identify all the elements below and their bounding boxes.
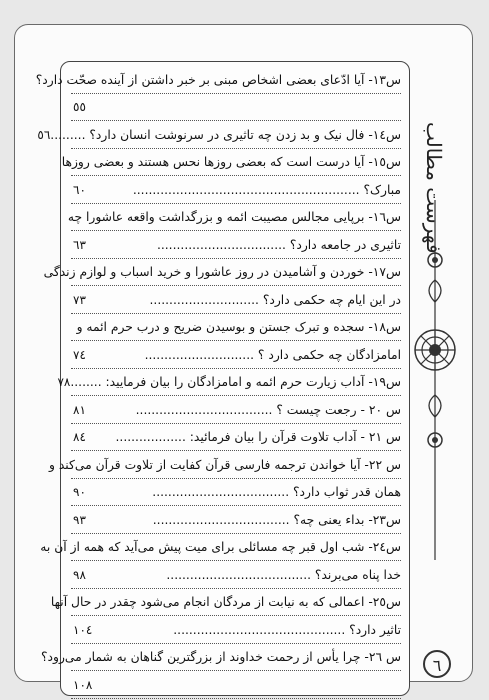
toc-box bbox=[35, 61, 410, 696]
toc-line-page: ٧٣ bbox=[73, 292, 86, 307]
toc-line-text: س۱۷- خوردن و آشامیدن در روز عاشورا و خرید اسباب و لوازم زندگی bbox=[43, 265, 401, 279]
toc-line bbox=[71, 94, 401, 122]
toc-lines bbox=[35, 66, 401, 699]
toc-line-page: ٧٨ bbox=[57, 375, 71, 389]
toc-line-text: تاثیری در جامعه دارد؟ ................................. bbox=[156, 237, 401, 252]
toc-line-page: ٩٣ bbox=[73, 512, 86, 527]
page-number: ٦ bbox=[423, 650, 451, 678]
toc-line-page: ٧٤ bbox=[73, 347, 86, 362]
toc-line bbox=[71, 341, 401, 369]
toc-line-text: س۱۹- آداب زیارت حرم ائمه و امامزادگان را بیان فرمایید: ........ bbox=[70, 375, 401, 389]
toc-line-text: س۲۳- بداء یعنی چه؟ ................................... bbox=[152, 512, 401, 527]
toc-line-text: همان قدر ثواب دارد؟ ................................... bbox=[152, 485, 401, 499]
side-margin bbox=[410, 90, 460, 690]
toc-line bbox=[71, 561, 401, 589]
toc-line-text: س ۲۱ - آداب تلاوت قرآن را بیان فرمائید: .................. bbox=[115, 430, 401, 444]
toc-line bbox=[48, 451, 401, 479]
toc-line-text: س۱٥- آیا درست است که بعضی روزها نحس هستند و بعضی روزها bbox=[61, 155, 401, 169]
toc-line-page: ٥٦ bbox=[37, 127, 51, 142]
toc-line-text: در این ایام چه حکمی دارد؟ ............................ bbox=[149, 292, 401, 307]
toc-line bbox=[57, 369, 401, 397]
toc-line-text: س ۲۲- آیا خواندن ترجمه فارسی قرآن کفایت از تلاوت قرآن می‌کند و bbox=[48, 457, 401, 472]
toc-line bbox=[71, 616, 401, 644]
toc-line-text: مبارک؟ .......................................................... bbox=[132, 182, 401, 197]
toc-line-page: ١٠٨ bbox=[73, 677, 93, 692]
toc-line-text: س ۲۰ - رجعت چیست ؟ ................................... bbox=[135, 402, 401, 417]
toc-line bbox=[35, 66, 401, 94]
toc-line bbox=[40, 534, 401, 562]
toc-line-page: ٩٨ bbox=[73, 567, 86, 582]
toc-line-text: س۱۸- سجده و تبرک جستن و بوسیدن ضریح و درب حرم ائمه و bbox=[76, 320, 401, 334]
toc-line-page: ٨٤ bbox=[73, 430, 86, 444]
toc-line bbox=[71, 314, 401, 342]
toc-line-text: خدا پناه می‌برند؟ ..................................... bbox=[166, 567, 401, 582]
toc-line bbox=[41, 644, 401, 672]
toc-line-page: ٦٣ bbox=[73, 237, 86, 252]
toc-line-text: تاثیر دارد؟ ............................................ bbox=[173, 622, 401, 637]
toc-line-page: ٦٠ bbox=[73, 182, 86, 197]
toc-line bbox=[71, 176, 401, 204]
toc-line bbox=[37, 121, 401, 149]
toc-line-text: س۱٦- برپایی مجالس مصیبت ائمه و بزرگداشت واقعه عاشورا چه bbox=[67, 210, 401, 224]
toc-line-text: س۱۳- آیا ادّعای بعضی اشخاص مبنی بر خبر داشتن از آینده صحّت دارد؟ bbox=[35, 72, 401, 87]
toc-line-text: س۲٤- شب اول قبر چه مسائلی برای میت پیش می‌آید که همه از آن به bbox=[40, 540, 401, 554]
toc-line bbox=[71, 671, 401, 699]
toc-line bbox=[67, 204, 401, 232]
toc-line bbox=[50, 589, 401, 617]
toc-line-text: امامزادگان چه حکمی دارد ؟ ............................ bbox=[144, 347, 401, 362]
toc-line bbox=[71, 479, 401, 507]
toc-line bbox=[71, 231, 401, 259]
toc-line bbox=[71, 286, 401, 314]
toc-line-page: ٥٥ bbox=[73, 100, 86, 114]
toc-line-page: ١٠٤ bbox=[73, 622, 93, 637]
page-frame bbox=[14, 24, 473, 692]
toc-line bbox=[61, 149, 401, 177]
toc-line-text: س۲٥- اعمالی که به نیابت از مردگان انجام می‌شود چقدر در حال آنها bbox=[50, 595, 401, 609]
toc-line bbox=[71, 424, 401, 452]
toc-line bbox=[71, 506, 401, 534]
toc-line-text: س۱٤- فال نیک و بد زدن چه تاثیری در سرنوشت انسان دارد؟ ......... bbox=[50, 127, 401, 142]
ornament-icon bbox=[410, 200, 460, 560]
toc-line bbox=[71, 396, 401, 424]
toc-line bbox=[43, 259, 401, 287]
toc-line-page: ٩٠ bbox=[73, 485, 86, 499]
side-title: فهرست مطالب bbox=[422, 122, 446, 254]
toc-line-page: ٨١ bbox=[73, 402, 86, 417]
toc-line-text: س ۲٦- چرا یأس از رحمت خداوند از بزرگترین گناهان به شمار می‌رود؟ bbox=[41, 650, 401, 664]
